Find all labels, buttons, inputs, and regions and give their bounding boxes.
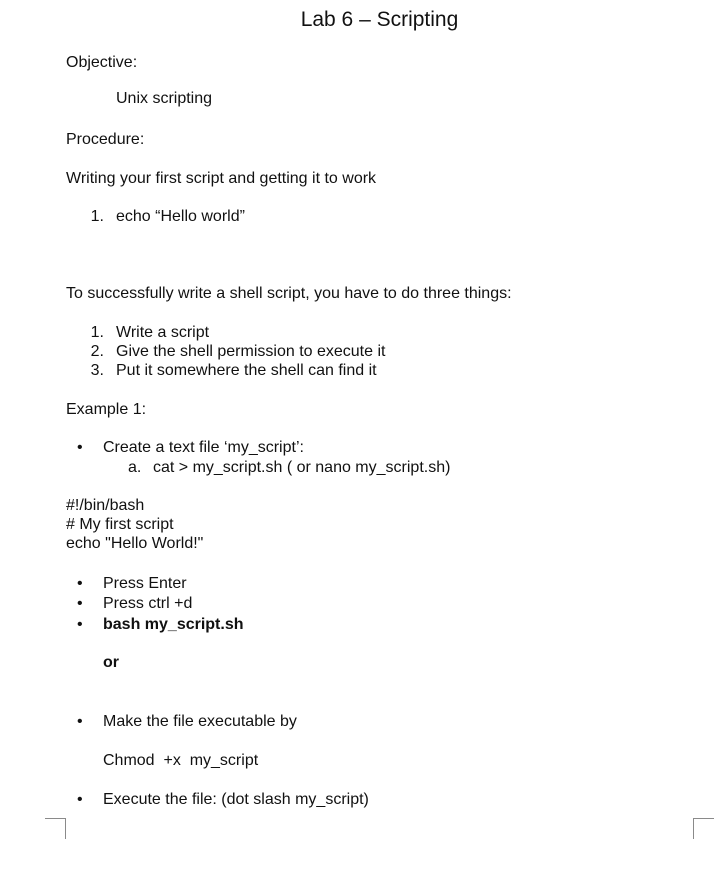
shell-intro: To successfully write a shell script, you have to do three things:	[66, 285, 512, 302]
code-line: # My first script	[66, 516, 174, 533]
list-number: 1.	[90, 324, 104, 341]
margin-corner-right	[693, 818, 714, 839]
or-text: or	[103, 654, 119, 671]
bullet-icon: •	[77, 616, 83, 633]
page-title: Lab 6 – Scripting	[300, 8, 459, 31]
bullet-icon: •	[77, 575, 83, 592]
list-item: bash my_script.sh	[103, 616, 244, 633]
code-line: echo "Hello World!"	[66, 535, 204, 552]
objective-text: Unix scripting	[116, 90, 213, 107]
list-item: echo “Hello world”	[116, 208, 245, 225]
create-file-bullet: Create a text file ‘my_script’:	[103, 439, 304, 456]
sub-list-marker: a.	[128, 459, 142, 476]
bullet-icon: •	[77, 439, 83, 456]
objective-heading: Objective:	[66, 54, 138, 71]
example-heading: Example 1:	[66, 401, 147, 418]
sub-list-item: cat > my_script.sh ( or nano my_script.sh)	[153, 459, 451, 476]
make-executable-bullet: Make the file executable by	[103, 713, 297, 730]
bullet-icon: •	[77, 595, 83, 612]
list-item: Press Enter	[103, 575, 187, 592]
code-line: #!/bin/bash	[66, 497, 145, 514]
list-item: Press ctrl +d	[103, 595, 193, 612]
list-number: 1.	[90, 208, 104, 225]
procedure-heading: Procedure:	[66, 131, 145, 148]
execute-file-bullet: Execute the file: (dot slash my_script)	[103, 791, 369, 808]
list-number: 2.	[90, 343, 104, 360]
bullet-icon: •	[77, 713, 83, 730]
list-number: 3.	[90, 362, 104, 379]
list-item: Put it somewhere the shell can find it	[116, 362, 377, 379]
chmod-command: Chmod +x my_script	[103, 752, 259, 769]
list-item: Write a script	[116, 324, 210, 341]
bullet-icon: •	[77, 791, 83, 808]
list-item: Give the shell permission to execute it	[116, 343, 386, 360]
margin-corner-left	[45, 818, 66, 839]
procedure-intro: Writing your first script and getting it to work	[66, 170, 377, 187]
